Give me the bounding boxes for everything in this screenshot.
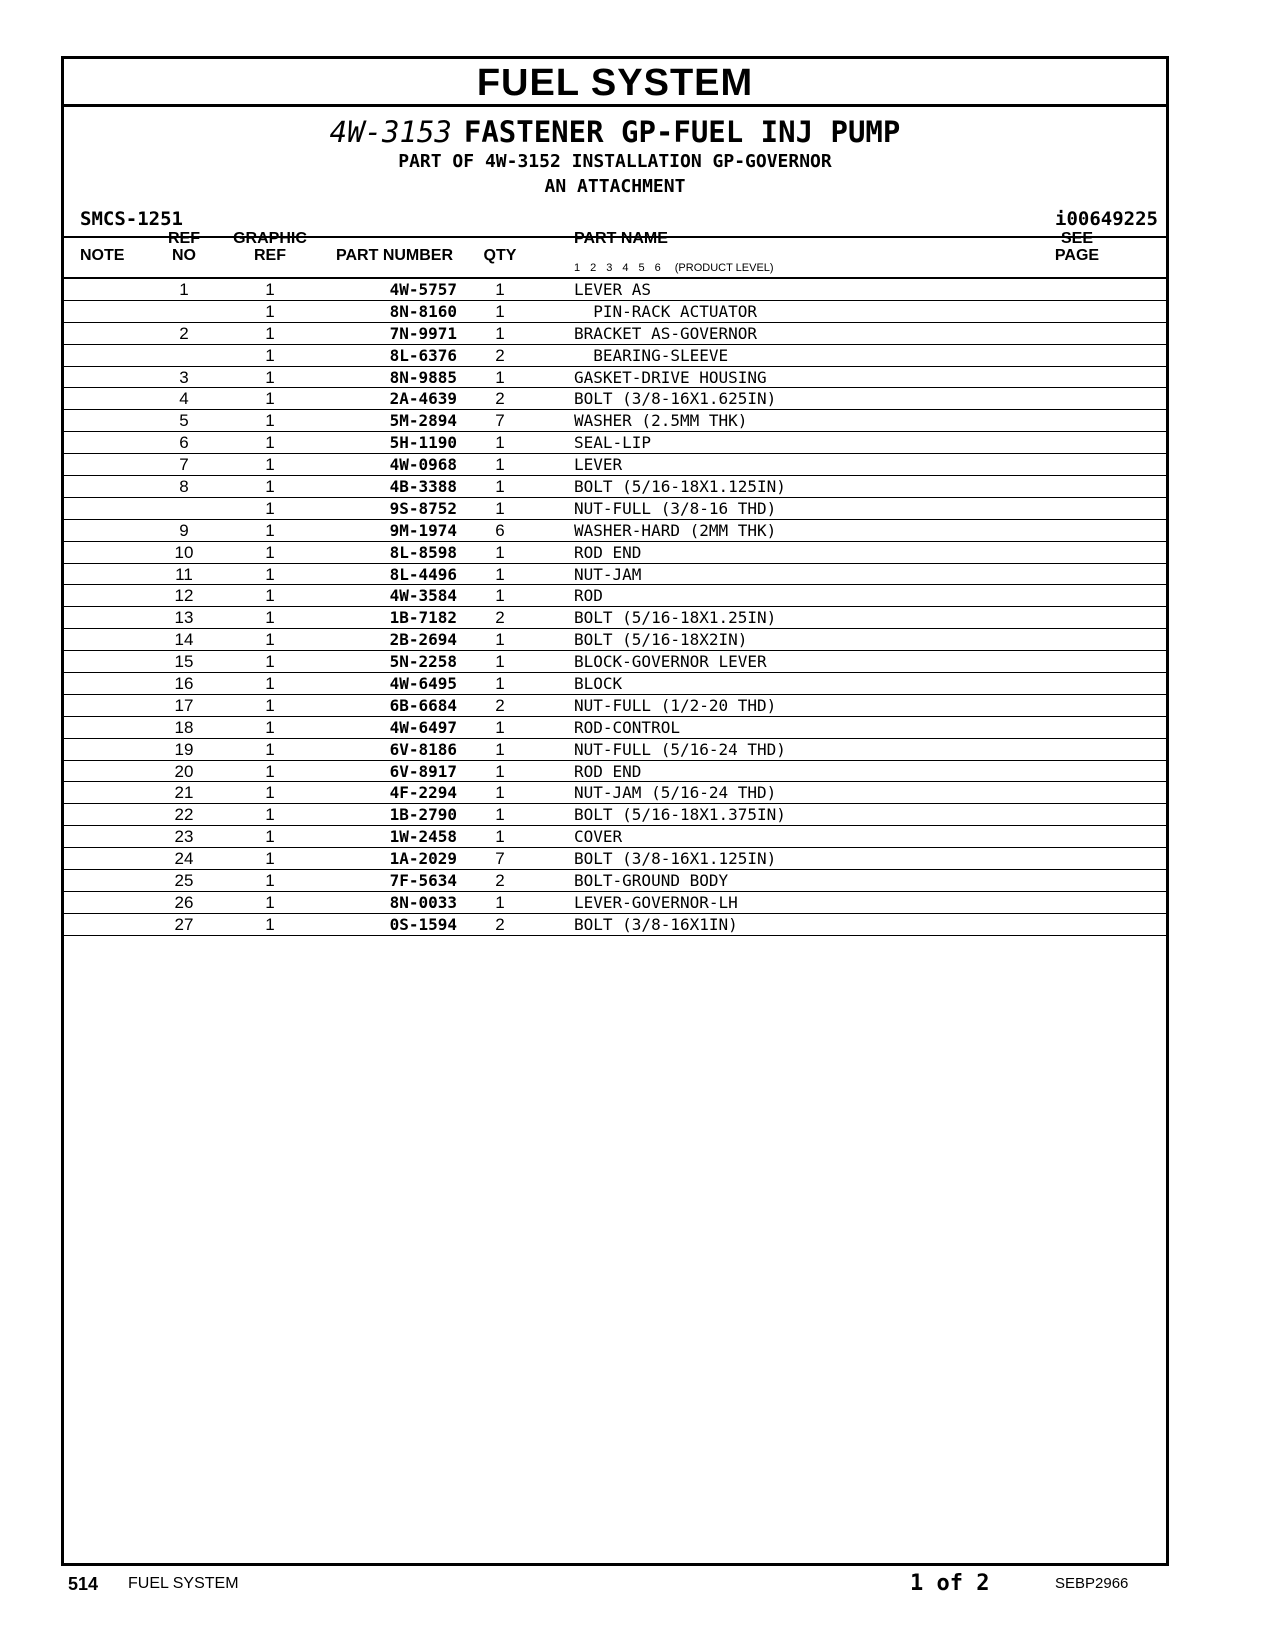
- table-row: [64, 388, 1166, 410]
- table-row: [64, 629, 1166, 651]
- part-name: ROD END: [574, 761, 642, 781]
- part-number: 6B-6684: [389, 695, 457, 715]
- part-name: ROD-CONTROL: [574, 717, 680, 737]
- col-graphic-top: GRAPHIC: [233, 230, 307, 247]
- part-name: LEVER-GOVERNOR-LH: [574, 892, 738, 912]
- graphic-ref: 1: [265, 827, 275, 847]
- quantity: 2: [495, 608, 505, 628]
- table-row: [64, 564, 1166, 586]
- ref-no: 11: [175, 564, 193, 584]
- ref-no: 8: [179, 477, 189, 497]
- part-name: WASHER (2.5MM THK): [574, 411, 748, 431]
- table-row: [64, 739, 1166, 761]
- col-see-bottom: PAGE: [1054, 247, 1100, 264]
- ref-no: 23: [174, 827, 194, 847]
- document-id: SEBP2966: [1055, 1575, 1129, 1592]
- ref-no: 15: [174, 652, 194, 672]
- table-row: [64, 892, 1166, 914]
- table-row: [64, 323, 1166, 345]
- part-number: 4W-0968: [389, 455, 457, 475]
- quantity: 1: [495, 717, 505, 737]
- graphic-ref: 1: [265, 739, 275, 759]
- quantity: 1: [495, 783, 505, 803]
- table-row: [64, 585, 1166, 607]
- quantity: 2: [495, 389, 505, 409]
- graphic-ref: 1: [265, 323, 275, 343]
- col-part-number: PART NUMBER: [336, 247, 454, 264]
- graphic-ref: 1: [265, 914, 275, 934]
- quantity: 1: [495, 805, 505, 825]
- part-number: 6V-8186: [389, 739, 457, 759]
- quantity: 1: [495, 367, 505, 387]
- part-name: WASHER-HARD (2MM THK): [574, 520, 777, 540]
- table-row: [64, 410, 1166, 432]
- ref-no: 3: [179, 367, 189, 387]
- ref-no: 24: [174, 849, 194, 869]
- table-row: [64, 914, 1166, 936]
- quantity: 1: [495, 564, 505, 584]
- quantity: 1: [495, 542, 505, 562]
- part-name: BLOCK: [574, 674, 623, 694]
- col-qty: QTY: [483, 247, 517, 264]
- graphic-ref: 1: [265, 805, 275, 825]
- quantity: 1: [495, 498, 505, 518]
- quantity: 1: [495, 433, 505, 453]
- part-name: ROD: [574, 586, 603, 606]
- part-number: 2B-2694: [389, 630, 457, 650]
- part-name: SEAL-LIP: [574, 433, 652, 453]
- part-number: 8N-9885: [389, 367, 457, 387]
- product-level-label: (PRODUCT LEVEL): [674, 262, 774, 274]
- quantity: 2: [495, 914, 505, 934]
- col-note: NOTE: [80, 247, 125, 264]
- table-row: [64, 607, 1166, 629]
- table-row: [64, 826, 1166, 848]
- quantity: 1: [495, 630, 505, 650]
- part-name: BOLT (3/8-16X1IN): [574, 914, 738, 934]
- graphic-ref: 1: [265, 630, 275, 650]
- part-name: BEARING-SLEEVE: [574, 345, 729, 365]
- part-name: NUT-FULL (3/8-16 THD): [574, 498, 777, 518]
- graphic-ref: 1: [265, 871, 275, 891]
- quantity: 7: [495, 411, 505, 431]
- part-number: 8N-8160: [389, 301, 457, 321]
- part-name: BOLT (5/16-18X1.25IN): [574, 608, 777, 628]
- table-row: [64, 673, 1166, 695]
- part-number: 8N-0033: [389, 892, 457, 912]
- part-name: NUT-FULL (1/2-20 THD): [574, 695, 777, 715]
- table-row: [64, 432, 1166, 454]
- part-name: ROD END: [574, 542, 642, 562]
- product-level-2: 2: [590, 262, 597, 274]
- graphic-ref: 1: [265, 586, 275, 606]
- part-number: 4W-6497: [389, 717, 457, 737]
- quantity: 2: [495, 695, 505, 715]
- table-row: [64, 476, 1166, 498]
- page-frame: [61, 56, 1169, 1566]
- graphic-ref: 1: [265, 477, 275, 497]
- product-level-5: 5: [638, 262, 645, 274]
- part-number: 5H-1190: [389, 433, 457, 453]
- part-number: 0S-1594: [389, 914, 457, 934]
- ref-no: 25: [174, 871, 194, 891]
- quantity: 7: [495, 849, 505, 869]
- part-number: 4B-3388: [389, 477, 457, 497]
- product-level-4: 4: [622, 262, 629, 274]
- part-name: BOLT (5/16-18X1.125IN): [574, 477, 786, 497]
- part-name: BRACKET AS-GOVERNOR: [574, 323, 758, 343]
- part-number: 6V-8917: [389, 761, 457, 781]
- part-name: COVER: [574, 827, 623, 847]
- graphic-ref: 1: [265, 520, 275, 540]
- ref-no: 26: [174, 892, 194, 912]
- quantity: 2: [495, 871, 505, 891]
- col-ref-top: REF: [168, 230, 200, 247]
- ref-no: 5: [179, 411, 189, 431]
- graphic-ref: 1: [265, 695, 275, 715]
- graphic-ref: 1: [265, 389, 275, 409]
- part-number: 8L-8598: [389, 542, 457, 562]
- part-of-text: PART OF 4W-3152 INSTALLATION GP-GOVERNOR: [398, 151, 832, 172]
- part-number: 5M-2894: [389, 411, 457, 431]
- part-name: LEVER: [574, 455, 623, 475]
- ref-no: 13: [174, 608, 194, 628]
- table-row: [64, 717, 1166, 739]
- part-name: PIN-RACK ACTUATOR: [574, 301, 758, 321]
- graphic-ref: 1: [265, 455, 275, 475]
- quantity: 1: [495, 455, 505, 475]
- quantity: 2: [495, 345, 505, 365]
- part-number: 2A-4639: [389, 389, 457, 409]
- table-row: [64, 498, 1166, 520]
- quantity: 1: [495, 827, 505, 847]
- smcs-code: SMCS-1251: [80, 208, 183, 230]
- table-row: [64, 848, 1166, 870]
- parts-table: [64, 279, 1166, 936]
- part-number: 9M-1974: [389, 520, 457, 540]
- col-graphic-bottom: REF: [254, 247, 286, 264]
- graphic-ref: 1: [265, 892, 275, 912]
- table-row: [64, 301, 1166, 323]
- table-row: [64, 782, 1166, 804]
- part-number: 8L-4496: [389, 564, 457, 584]
- part-number: 1W-2458: [389, 827, 457, 847]
- table-row: [64, 804, 1166, 826]
- quantity: 6: [495, 520, 505, 540]
- graphic-ref: 1: [265, 849, 275, 869]
- part-number: 1B-7182: [389, 608, 457, 628]
- graphic-ref: 1: [265, 280, 275, 299]
- table-row: [64, 542, 1166, 564]
- ref-no: 7: [179, 455, 189, 475]
- graphic-ref: 1: [265, 761, 275, 781]
- col-part-name: PART NAME: [574, 230, 668, 247]
- part-name: GASKET-DRIVE HOUSING: [574, 367, 767, 387]
- col-see-top: SEE: [1060, 230, 1093, 247]
- ref-no: 19: [174, 739, 194, 759]
- table-row: [64, 870, 1166, 892]
- graphic-ref: 1: [265, 345, 275, 365]
- part-number: 8L-6376: [389, 345, 457, 365]
- ref-no: 20: [174, 761, 194, 781]
- part-number: 7F-5634: [389, 871, 457, 891]
- graphic-ref: 1: [265, 411, 275, 431]
- graphic-ref: 1: [265, 652, 275, 672]
- quantity: 1: [495, 892, 505, 912]
- quantity: 1: [495, 674, 505, 694]
- part-name: BOLT (5/16-18X1.375IN): [574, 805, 786, 825]
- part-number: 4F-2294: [389, 783, 457, 803]
- graphic-ref: 1: [265, 564, 275, 584]
- part-name: BLOCK-GOVERNOR LEVER: [574, 652, 767, 672]
- group-number: 4W-3153: [329, 115, 452, 149]
- graphic-ref: 1: [265, 301, 275, 321]
- illustration-id: i00649225: [1055, 208, 1158, 230]
- ref-no: 4: [179, 389, 189, 409]
- ref-no: 6: [179, 433, 189, 453]
- ref-no: 10: [174, 542, 194, 562]
- product-levels: [574, 262, 774, 275]
- ref-no: 2: [179, 323, 189, 343]
- graphic-ref: 1: [265, 783, 275, 803]
- table-row: [64, 761, 1166, 783]
- footer-section: FUEL SYSTEM: [128, 1575, 239, 1592]
- part-name: NUT-FULL (5/16-24 THD): [574, 739, 786, 759]
- graphic-ref: 1: [265, 717, 275, 737]
- part-name: LEVER AS: [574, 280, 652, 299]
- ref-no: 16: [174, 674, 194, 694]
- part-name: BOLT (5/16-18X2IN): [574, 630, 748, 650]
- section-title: FUEL SYSTEM: [64, 59, 1166, 107]
- ref-no: 14: [174, 630, 194, 650]
- table-row: [64, 454, 1166, 476]
- table-row: [64, 520, 1166, 542]
- graphic-ref: 1: [265, 674, 275, 694]
- quantity: 1: [495, 323, 505, 343]
- part-number: 4W-6495: [389, 674, 457, 694]
- quantity: 1: [495, 301, 505, 321]
- col-ref-bottom: NO: [172, 247, 196, 264]
- part-number: 4W-5757: [389, 280, 457, 299]
- quantity: 1: [495, 280, 505, 299]
- graphic-ref: 1: [265, 542, 275, 562]
- part-name: BOLT (3/8-16X1.125IN): [574, 849, 777, 869]
- part-number: 1B-2790: [389, 805, 457, 825]
- ref-no: 22: [174, 805, 194, 825]
- ref-no: 12: [174, 586, 194, 606]
- part-number: 5N-2258: [389, 652, 457, 672]
- part-name: NUT-JAM: [574, 564, 642, 584]
- sheet-indicator: 1 of 2: [910, 1571, 990, 1596]
- ref-no: 21: [174, 783, 194, 803]
- part-number: 7N-9971: [389, 323, 457, 343]
- part-number: 9S-8752: [389, 498, 457, 518]
- part-number: 1A-2029: [389, 849, 457, 869]
- table-row: [64, 279, 1166, 301]
- part-number: 4W-3584: [389, 586, 457, 606]
- graphic-ref: 1: [265, 608, 275, 628]
- graphic-ref: 1: [265, 433, 275, 453]
- part-name: BOLT (3/8-16X1.625IN): [574, 389, 777, 409]
- quantity: 1: [495, 586, 505, 606]
- quantity: 1: [495, 761, 505, 781]
- ref-no: 9: [179, 520, 189, 540]
- part-name: BOLT-GROUND BODY: [574, 871, 729, 891]
- table-row: [64, 651, 1166, 673]
- ref-no: 1: [179, 280, 189, 299]
- graphic-ref: 1: [265, 498, 275, 518]
- quantity: 1: [495, 652, 505, 672]
- ref-no: 27: [174, 914, 194, 934]
- table-row: [64, 345, 1166, 367]
- product-level-3: 3: [606, 262, 613, 274]
- graphic-ref: 1: [265, 367, 275, 387]
- page-number: 514: [68, 1574, 99, 1594]
- ref-no: 18: [174, 717, 194, 737]
- quantity: 1: [495, 477, 505, 497]
- group-title: [64, 115, 1166, 149]
- group-type: AN ATTACHMENT: [544, 176, 686, 197]
- product-level-6: 6: [654, 262, 661, 274]
- product-level-1: 1: [574, 262, 581, 274]
- table-row: [64, 695, 1166, 717]
- ref-no: 17: [174, 695, 194, 715]
- part-name: NUT-JAM (5/16-24 THD): [574, 783, 777, 803]
- group-name: FASTENER GP-FUEL INJ PUMP: [463, 115, 901, 149]
- table-row: [64, 367, 1166, 389]
- quantity: 1: [495, 739, 505, 759]
